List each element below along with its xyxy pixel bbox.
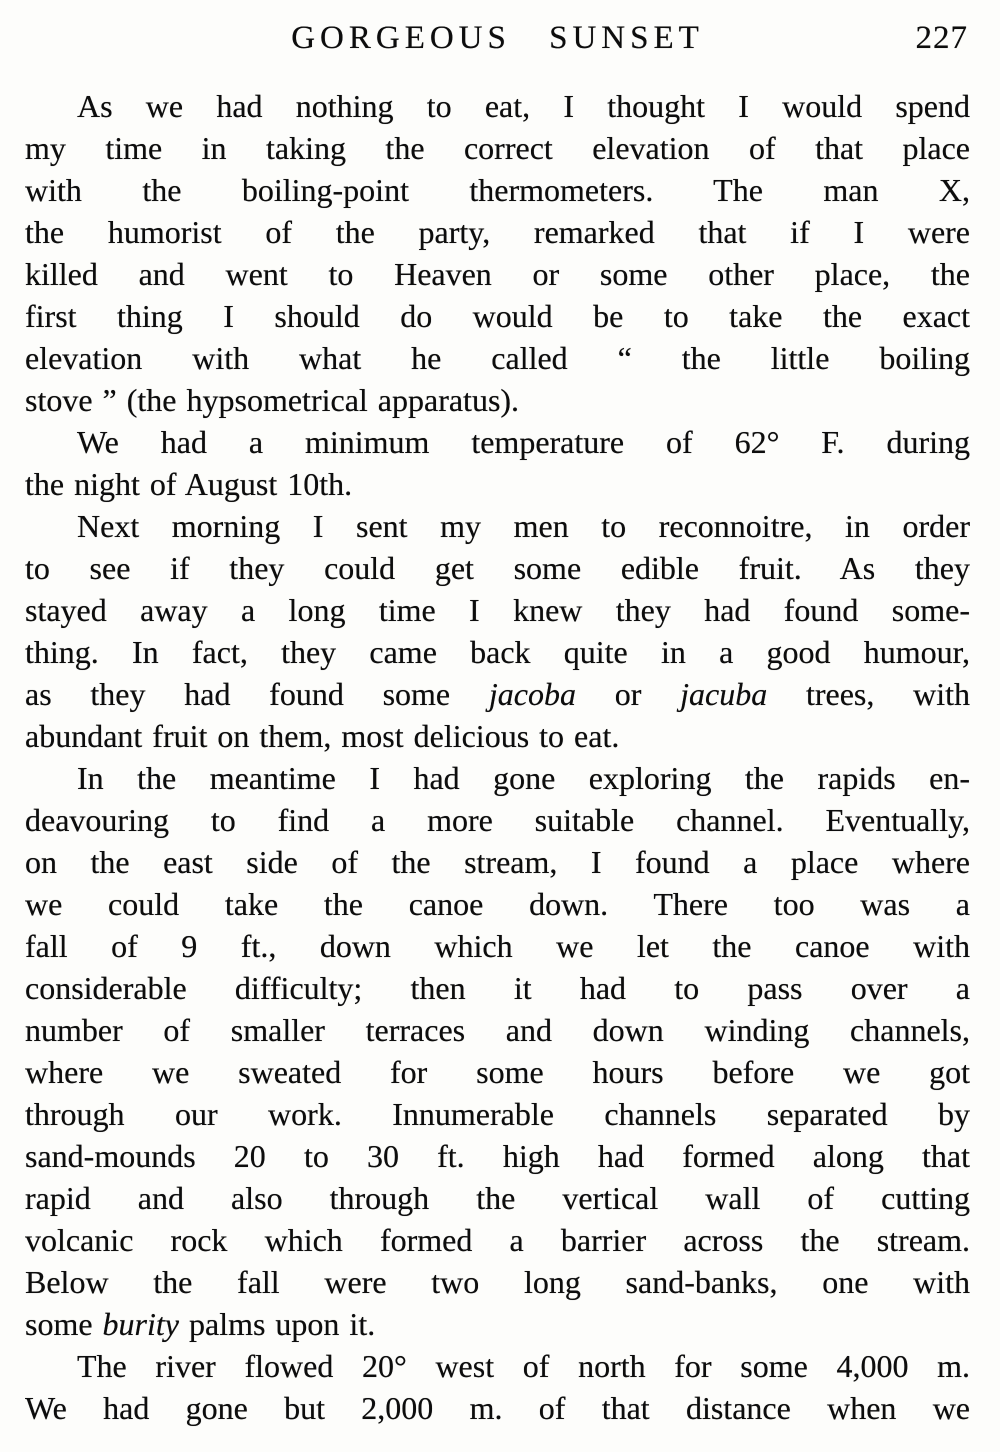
text-line: Next morning I sent my men to reconnoitre, in order xyxy=(77,508,970,544)
text-line: to see if they could get some edible fruit. As they xyxy=(25,550,970,586)
text-line: killed and went to Heaven or some other place, the xyxy=(25,256,970,292)
text-line: stove ” (the hypsometrical apparatus). xyxy=(25,382,520,418)
paragraph xyxy=(25,85,970,421)
text-line: Below the fall were two long sand-banks, one with xyxy=(25,1264,970,1300)
text-line: some burity palms upon it. xyxy=(25,1306,376,1342)
text-line: first thing I should do would be to take the exact xyxy=(25,298,970,334)
text-line: We had a minimum temperature of 62° F. during xyxy=(77,424,970,460)
text-line: rapid and also through the vertical wall of cutting xyxy=(25,1180,970,1216)
text-line: the night of August 10th. xyxy=(25,466,353,502)
text-line: number of smaller terraces and down winding channels, xyxy=(25,1012,970,1048)
text-line: In the meantime I had gone exploring the rapids en- xyxy=(77,760,970,796)
text-line: the humorist of the party, remarked that if I were xyxy=(25,214,970,250)
text-line: We had gone but 2,000 m. of that distance when we xyxy=(25,1390,970,1426)
italic-term: burity xyxy=(102,1306,179,1342)
text-line: stayed away a long time I knew they had found some- xyxy=(25,592,970,628)
italic-term: jacoba xyxy=(488,676,576,712)
italic-term: jacuba xyxy=(680,676,768,712)
text-line: The river flowed 20° west of north for some 4,000 m. xyxy=(77,1348,970,1384)
text-line: where we sweated for some hours before we got xyxy=(25,1054,970,1090)
page-header xyxy=(25,16,970,60)
text-line: abundant fruit on them, most delicious to eat. xyxy=(25,718,620,754)
text-line: considerable difficulty; then it had to pass over a xyxy=(25,970,970,1006)
text-line: deavouring to find a more suitable channel. Eventually, xyxy=(25,802,970,838)
paragraph xyxy=(25,757,970,1345)
text-line: volcanic rock which formed a barrier across the stream. xyxy=(25,1222,970,1258)
paragraph xyxy=(25,505,970,757)
text-line: thing. In fact, they came back quite in a good humour, xyxy=(25,634,970,670)
text-line: fall of 9 ft., down which we let the canoe with xyxy=(25,928,970,964)
text-line: on the east side of the stream, I found a place where xyxy=(25,844,970,880)
text-line: sand-mounds 20 to 30 ft. high had formed along that xyxy=(25,1138,970,1174)
text-line: with the boiling-point thermometers. The man X, xyxy=(25,172,970,208)
text-line: through our work. Innumerable channels separated by xyxy=(25,1096,970,1132)
page-body xyxy=(25,85,970,1429)
text-line: as they had found some jacoba or jacuba trees, with xyxy=(25,676,970,712)
page-number: 227 xyxy=(915,20,968,56)
paragraph xyxy=(25,1345,970,1429)
text-line: we could take the canoe down. There too was a xyxy=(25,886,970,922)
text-line: my time in taking the correct elevation of that place xyxy=(25,130,970,166)
text-line: As we had nothing to eat, I thought I would spend xyxy=(77,88,970,124)
running-head-title: GORGEOUS SUNSET xyxy=(291,20,704,56)
paragraph xyxy=(25,421,970,505)
text-line: elevation with what he called “ the little boiling xyxy=(25,340,970,376)
